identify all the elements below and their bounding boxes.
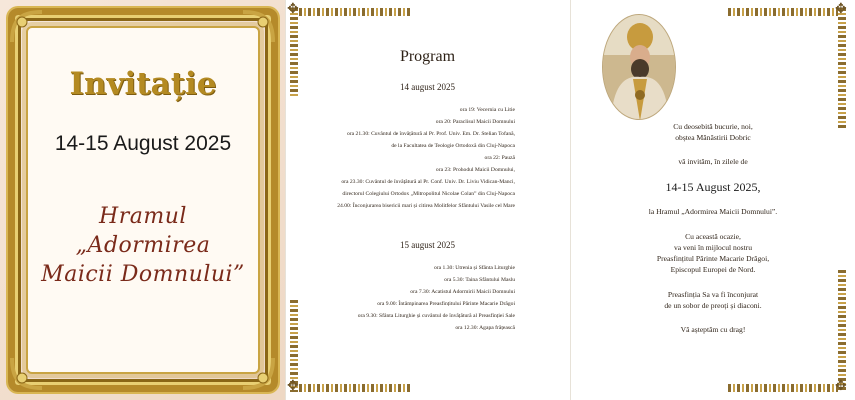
bishop-portrait bbox=[602, 14, 676, 120]
cover-hram-line: Maicii Domnului” bbox=[41, 262, 245, 287]
frame-corner-ornament-icon bbox=[241, 356, 275, 390]
program-item: ora 19: Vecernia cu Litie bbox=[459, 107, 515, 113]
program-item: 24.00: Înconjurarea bisericii mari și citirea Molitfelor Sfântului Vasile cel Mare bbox=[337, 203, 515, 209]
program-item: ora 5.30: Taina Sfântului Maslu bbox=[444, 277, 515, 283]
corner-flower-icon: ✥ bbox=[835, 2, 847, 17]
cover-hram-line: „Adormirea bbox=[75, 233, 211, 258]
program-item: directorul Colegiului Ortodox „Mitropolitul Nicolae Colan” din Cluj-Napoca bbox=[342, 191, 515, 197]
invitation-visit: va veni în mijlocul nostru bbox=[673, 243, 753, 252]
invitation-visit: Episcopul Europei de Nord. bbox=[670, 265, 756, 274]
fold-divider bbox=[570, 0, 571, 400]
day-title: 14 august 2025 bbox=[400, 82, 455, 92]
invitation-visit: Preasfințitul Părinte Macarie Drăgoi, bbox=[656, 254, 770, 263]
border-ornament bbox=[838, 8, 846, 128]
program-item: ora 12.30: Agapa frățească bbox=[455, 325, 515, 331]
program-item: ora 9.00: Întâmpinarea Preasfințitului Părinte Macarie Drăgoi bbox=[377, 301, 515, 307]
invitation-intro: obștea Mănăstirii Dobric bbox=[675, 133, 751, 142]
invitation-closing: Vă așteptăm cu drag! bbox=[680, 325, 746, 334]
border-ornament bbox=[290, 8, 410, 16]
border-ornament bbox=[728, 8, 846, 16]
program-item: ora 20: Paraclisul Maicii Domnului bbox=[435, 119, 515, 125]
invitation-clergy: de un sobor de preoți și diaconi. bbox=[664, 301, 762, 310]
corner-flower-icon: ✥ bbox=[835, 379, 847, 394]
invitation-text: vă invităm, în zilele de bbox=[678, 157, 748, 166]
program-title: Program bbox=[399, 48, 456, 65]
program-item: ora 23: Prohodul Maicii Domnului, bbox=[435, 167, 515, 173]
day-title: 15 august 2025 bbox=[400, 240, 455, 250]
program-item: ora 9.30: Sfânta Liturghie și cuvântul de învățătură al Preasfinției Sale bbox=[357, 313, 515, 319]
frame-corner-ornament-icon bbox=[10, 10, 44, 44]
invitation-feast: la Hramul „Adormirea Maicii Domnului”. bbox=[648, 207, 778, 216]
invitation-intro: Cu deosebită bucurie, noi, bbox=[673, 122, 753, 131]
invitation-dates: 14-15 August 2025, bbox=[665, 180, 761, 194]
frame-corner-ornament-icon bbox=[241, 10, 275, 44]
program-item: de la Facultatea de Teologie Ortodoxă din Cluj-Napoca bbox=[391, 143, 515, 149]
program-item: ora 21.30: Cuvântul de învățătură al Pr. Prof. Univ. Em. Dr. Stelian Tofană, bbox=[346, 131, 515, 137]
cover-dates: 14-15 August 2025 bbox=[54, 132, 232, 155]
program-item: ora 7.30: Acatistul Adormirii Maicii Domnului bbox=[410, 289, 515, 295]
border-ornament bbox=[290, 384, 410, 392]
frame-corner-ornament-icon bbox=[10, 356, 44, 390]
invitation-visit: Cu această ocazie, bbox=[685, 232, 741, 241]
program-item: ora 1.30: Utrenia și Sfânta Liturghie bbox=[434, 265, 515, 271]
cover-title: Invitație bbox=[69, 66, 217, 102]
program-item: ora 22: Pauză bbox=[484, 155, 515, 161]
corner-flower-icon: ✥ bbox=[287, 2, 299, 17]
portrait-image-icon bbox=[603, 15, 676, 120]
corner-flower-icon: ✥ bbox=[287, 379, 299, 394]
invitation-clergy: Preasfinția Sa va fi înconjurat bbox=[667, 290, 759, 299]
border-ornament bbox=[728, 384, 846, 392]
program-item: ora 23.30: Cuvântul de învățătură al Pr. Conf. Univ. Dr. Liviu Vidican-Manci, bbox=[341, 179, 515, 185]
cover-hram-line: Hramul bbox=[99, 204, 187, 229]
